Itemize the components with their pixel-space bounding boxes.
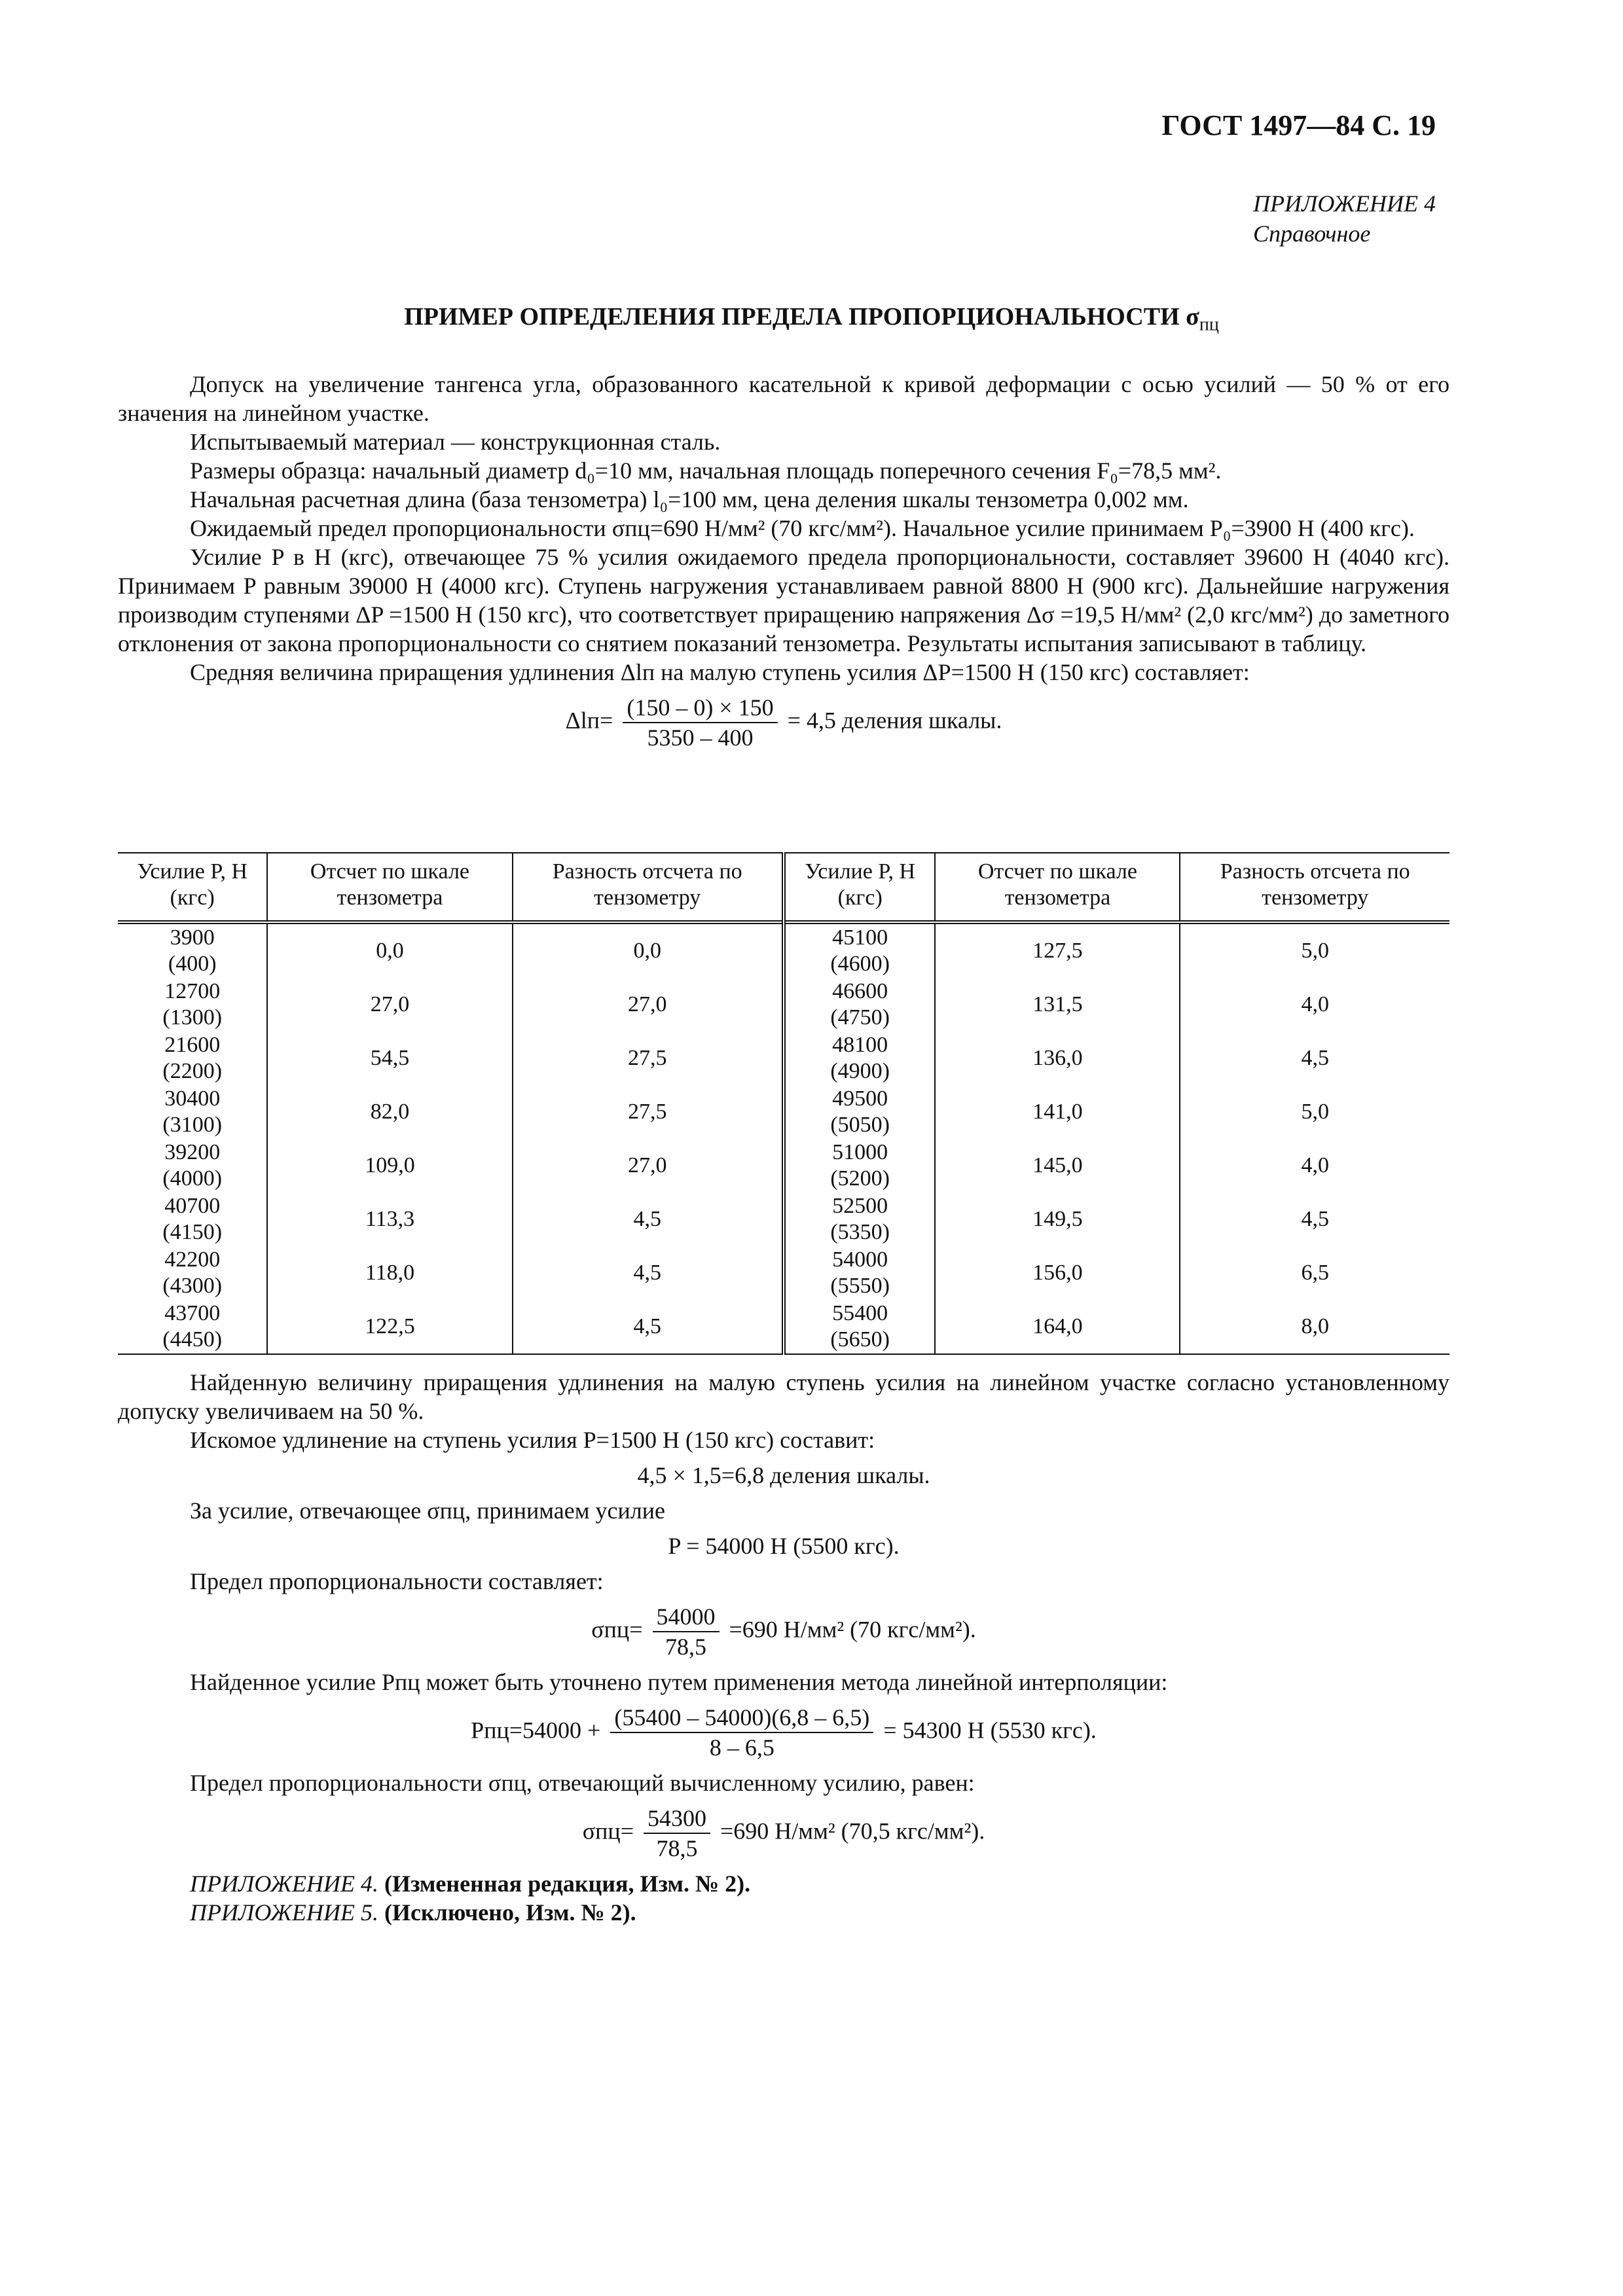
formula-elongation: 4,5 × 1,5=6,8 деления шкалы. bbox=[637, 1462, 930, 1488]
table-cell: 141,0 bbox=[935, 1085, 1180, 1139]
table-header: Отсчет по шкале тензометра bbox=[267, 853, 512, 922]
title-subscript: пц bbox=[1199, 314, 1219, 335]
table-cell: 113,3 bbox=[267, 1193, 512, 1246]
table-cell: 109,0 bbox=[267, 1139, 512, 1193]
appendix-number: ПРИЛОЖЕНИЕ 4 bbox=[1253, 190, 1436, 217]
formula-interpolation: Pпц=54000 + $\frac{(55400 - 54000)(6,8 - 6,5)}{8 - 6,5}$ = 54300 Н (5530 кгс). bbox=[471, 1704, 1097, 1761]
appendix-type: Справочное bbox=[1253, 221, 1371, 247]
table-row bbox=[118, 1300, 1450, 1354]
table-header: Разность отсчета по тензометру bbox=[1180, 853, 1450, 922]
table-cell: 21600 (2200) bbox=[118, 1031, 267, 1085]
table-cell: 4,5 bbox=[1180, 1031, 1450, 1085]
table-cell: 48100 (4900) bbox=[784, 1031, 935, 1085]
table-cell: 54000 (5550) bbox=[784, 1246, 935, 1300]
table-cell: 136,0 bbox=[935, 1031, 1180, 1085]
title-text: ПРИМЕР ОПРЕДЕЛЕНИЯ ПРЕДЕЛА ПРОПОРЦИОНАЛЬНОСТИ σ bbox=[404, 303, 1199, 331]
table-row bbox=[118, 1193, 1450, 1246]
appendix-label bbox=[1253, 188, 1436, 249]
paragraph: Начальная расчетная длина (база тензометра) l₀=100 мм, цена деления шкалы тензометра 0,002 мм. bbox=[190, 486, 1189, 512]
table-cell: 42200 (4300) bbox=[118, 1246, 267, 1300]
paragraph: Найденное усилие Pпц может быть уточнено путем применения метода линейной интерполяции: bbox=[190, 1669, 1168, 1695]
table-cell: 131,5 bbox=[935, 978, 1180, 1031]
formula-force: P = 54000 Н (5500 кгс). bbox=[668, 1533, 900, 1559]
table-cell: 156,0 bbox=[935, 1246, 1180, 1300]
table-cell: 27,5 bbox=[513, 1085, 784, 1139]
table-cell: 4,0 bbox=[1180, 978, 1450, 1031]
paragraph: Найденную величину приращения удлинения на малую ступень усилия на линейном участке согласно установленному допуску увеличиваем на 50 %. bbox=[118, 1369, 1450, 1424]
table-cell: 164,0 bbox=[935, 1300, 1180, 1354]
paragraph: Предел пропорциональности составляет: bbox=[190, 1568, 604, 1594]
table-cell: 27,0 bbox=[513, 1139, 784, 1193]
table-cell: 0,0 bbox=[267, 922, 512, 978]
table-cell: 5,0 bbox=[1180, 922, 1450, 978]
table-cell: 55400 (5650) bbox=[784, 1300, 935, 1354]
table-cell: 0,0 bbox=[513, 922, 784, 978]
paragraph: Допуск на увеличение тангенса угла, образованного касательной к кривой деформации с осью усилий — 50 % от его значения на линейном участке. bbox=[118, 371, 1450, 426]
table-cell: 27,0 bbox=[513, 978, 784, 1031]
table-header: Разность отсчета по тензометру bbox=[513, 853, 784, 922]
table-cell: 27,0 bbox=[267, 978, 512, 1031]
table-cell: 5,0 bbox=[1180, 1085, 1450, 1139]
page-title bbox=[0, 302, 1623, 340]
footnote-appendix-5: ПРИЛОЖЕНИЕ 5. (Исключено, Изм. № 2). bbox=[190, 1899, 636, 1926]
table-header: Отсчет по шкале тензометра bbox=[935, 853, 1180, 922]
table-cell: 4,5 bbox=[513, 1300, 784, 1354]
table-cell: 52500 (5350) bbox=[784, 1193, 935, 1246]
formula-sigma-1: σпц= $\frac{54000}{78,5}$ =690 Н/мм² (70 кгс/мм²). bbox=[591, 1604, 976, 1660]
table-cell: 43700 (4450) bbox=[118, 1300, 267, 1354]
table-cell: 6,5 bbox=[1180, 1246, 1450, 1300]
table-cell: 4,5 bbox=[513, 1193, 784, 1246]
table-cell: 27,5 bbox=[513, 1031, 784, 1085]
table-cell: 51000 (5200) bbox=[784, 1139, 935, 1193]
paragraph: Испытываемый материал — конструкционная сталь. bbox=[190, 429, 721, 455]
table-cell: 46600 (4750) bbox=[784, 978, 935, 1031]
table-row bbox=[118, 1139, 1450, 1193]
formula-delta-l: Δlп= $\frac{(150 - 0) \times 150}{5350 - 400}$ = 4,5 деления шкалы. bbox=[565, 694, 1002, 751]
test-results-table bbox=[118, 852, 1450, 1355]
table-cell: 30400 (3100) bbox=[118, 1085, 267, 1139]
paragraph: За усилие, отвечающее σпц, принимаем усилие bbox=[190, 1498, 665, 1524]
paragraph: Ожидаемый предел пропорциональности σпц=690 Н/мм² (70 кгс/мм²). Начальное усилие принимаем P₀=3900 Н (400 кгс). bbox=[190, 515, 1415, 541]
table-cell: 127,5 bbox=[935, 922, 1180, 978]
table-header: Усилие P, Н (кгс) bbox=[118, 853, 267, 922]
table-row bbox=[118, 1246, 1450, 1300]
table-cell: 82,0 bbox=[267, 1085, 512, 1139]
result-text bbox=[118, 1368, 1450, 1927]
table-row bbox=[118, 1085, 1450, 1139]
table-cell: 49500 (5050) bbox=[784, 1085, 935, 1139]
table-cell: 45100 (4600) bbox=[784, 922, 935, 978]
table-cell: 54,5 bbox=[267, 1031, 512, 1085]
table-cell: 3900 (400) bbox=[118, 922, 267, 978]
page-header: ГОСТ 1497—84 С. 19 bbox=[1161, 109, 1436, 141]
table-cell: 118,0 bbox=[267, 1246, 512, 1300]
table-cell: 4,5 bbox=[1180, 1193, 1450, 1246]
table-cell: 145,0 bbox=[935, 1139, 1180, 1193]
intro-text bbox=[118, 370, 1450, 759]
table-cell: 149,5 bbox=[935, 1193, 1180, 1246]
paragraph: Усилие P в Н (кгс), отвечающее 75 % усилия ожидаемого предела пропорциональности, составляет 39600 Н (4040 кгс). Принимаем P равным 39000 Н (4000 кгс). Ступень нагружения устанавливаем равной 8800 Н (900 кгс). Дальнейшие нагружения производим ступенями ΔP =1500 Н (150 кгс), что соответствует приращению напряжения Δσ =19,5 Н/мм² (2,0 кгс/мм²) до заметного отклонения от закона пропорциональности со снятием показаний тензометра. Результаты испытания записывают в таблицу. bbox=[118, 544, 1450, 656]
table-cell: 39200 (4000) bbox=[118, 1139, 267, 1193]
table-header: Усилие P, Н (кгс) bbox=[784, 853, 935, 922]
table-row bbox=[118, 1031, 1450, 1085]
table-cell: 4,0 bbox=[1180, 1139, 1450, 1193]
paragraph: Искомое удлинение на ступень усилия P=1500 Н (150 кгс) составит: bbox=[190, 1427, 875, 1453]
table-cell: 4,5 bbox=[513, 1246, 784, 1300]
paragraph: Средняя величина приращения удлинения Δlп на малую ступень усилия ΔP=1500 Н (150 кгс) составляет: bbox=[190, 659, 1250, 685]
paragraph: Размеры образца: начальный диаметр d₀=10 мм, начальная площадь поперечного сечения F₀=78,5 мм². bbox=[190, 457, 1222, 484]
table-cell: 40700 (4150) bbox=[118, 1193, 267, 1246]
table-cell: 8,0 bbox=[1180, 1300, 1450, 1354]
table-cell: 122,5 bbox=[267, 1300, 512, 1354]
formula-sigma-2: σпц= $\frac{54300}{78,5}$ =690 Н/мм² (70,5 кгс/мм²). bbox=[582, 1805, 985, 1861]
footnote-appendix-4: ПРИЛОЖЕНИЕ 4. (Измененная редакция, Изм. № 2). bbox=[190, 1871, 751, 1897]
table-row bbox=[118, 978, 1450, 1031]
table-row bbox=[118, 922, 1450, 978]
paragraph: Предел пропорциональности σпц, отвечающий вычисленному усилию, равен: bbox=[190, 1770, 975, 1796]
table-cell: 12700 (1300) bbox=[118, 978, 267, 1031]
